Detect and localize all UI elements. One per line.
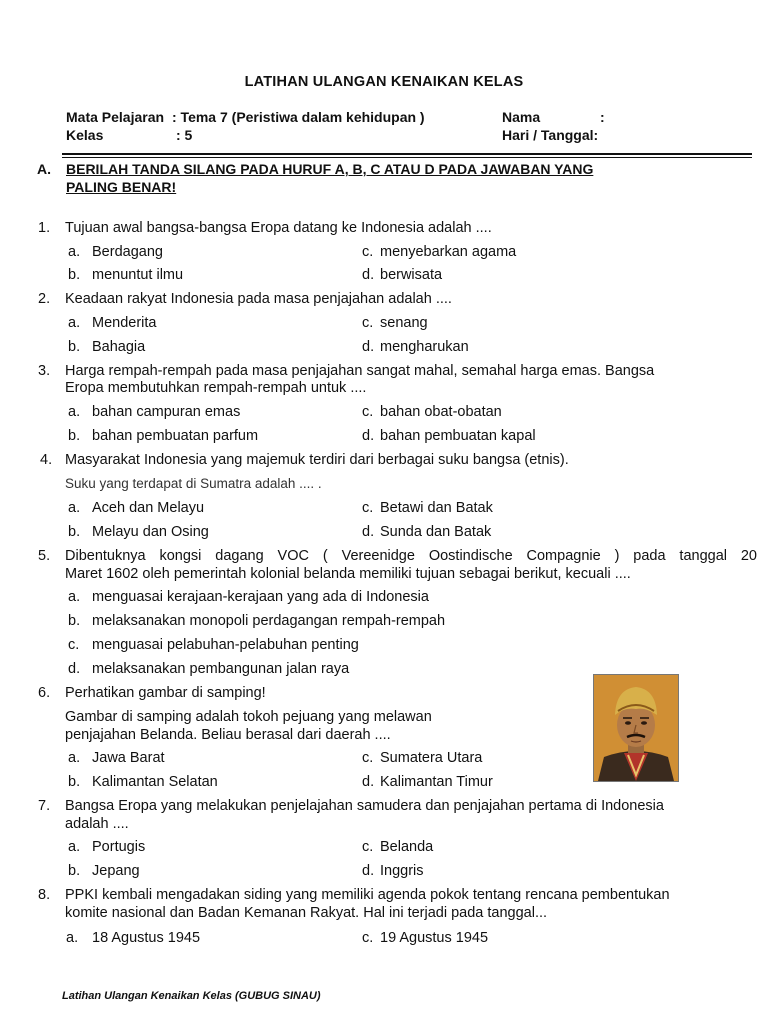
option-text: bahan pembuatan parfum: [92, 428, 259, 444]
question-text: Keadaan rakyat Indonesia pada masa penjajahan adalah ....: [65, 291, 452, 307]
option-letter: b.: [68, 863, 81, 879]
option-text: Kalimantan Timur: [380, 774, 493, 790]
header-divider-thick: [62, 153, 752, 155]
question-text: penjajahan Belanda. Beliau berasal dari daerah ....: [65, 727, 391, 743]
question-text: komite nasional dan Badan Kemanan Rakyat. Hal ini terjadi pada tanggal...: [65, 905, 548, 921]
option-letter: b.: [68, 267, 81, 283]
option-letter: c.: [362, 750, 374, 766]
option-text: Menderita: [92, 315, 157, 331]
option-text: bahan obat-obatan: [380, 404, 502, 420]
option-text: menguasai pelabuhan-pelabuhan penting: [92, 637, 359, 653]
option-text: Betawi dan Batak: [380, 500, 493, 516]
option-letter: c.: [362, 244, 374, 260]
question-text: adalah ....: [65, 816, 129, 832]
option-text: berwisata: [380, 267, 443, 283]
question-number: 2.: [38, 291, 51, 307]
option-letter: a.: [68, 404, 81, 420]
option-text: melaksanakan monopoli perdagangan rempah-rempah: [92, 613, 446, 629]
option-text: menuntut ilmu: [92, 267, 184, 283]
class-value: : 5: [176, 127, 193, 143]
option-text: melaksanakan pembangunan jalan raya: [92, 661, 350, 677]
section-instruction-line1: BERILAH TANDA SILANG PADA HURUF A, B, C ATAU D PADA JAWABAN YANG: [66, 161, 594, 177]
option-text: Aceh dan Melayu: [92, 500, 205, 516]
option-letter: b.: [68, 613, 81, 629]
option-letter: a.: [68, 315, 81, 331]
option-text: Sunda dan Batak: [380, 524, 492, 540]
question-number: 4.: [40, 452, 53, 468]
section-instruction-line2: PALING BENAR!: [66, 179, 177, 195]
section-letter: A.: [37, 161, 51, 177]
name-value: :: [600, 109, 605, 125]
option-letter: d.: [362, 428, 375, 444]
option-text: Belanda: [380, 839, 434, 855]
option-text: mengharukan: [380, 339, 469, 355]
question-text: Harga rempah-rempah pada masa penjajahan sangat mahal, semahal harga emas. Bangsa: [65, 363, 655, 379]
option-letter: b.: [68, 428, 81, 444]
option-letter: c.: [362, 404, 374, 420]
option-letter: d.: [362, 524, 375, 540]
question-number: 3.: [38, 363, 51, 379]
option-letter: c.: [362, 315, 374, 331]
question-number: 6.: [38, 685, 51, 701]
option-text: Kalimantan Selatan: [92, 774, 218, 790]
option-text: menguasai kerajaan-kerajaan yang ada di Indonesia: [92, 589, 429, 605]
question-text: Eropa membutuhkan rempah-rempah untuk ....: [65, 380, 367, 396]
option-text: Bahagia: [92, 339, 146, 355]
option-letter: b.: [68, 524, 81, 540]
option-text: Sumatera Utara: [380, 750, 483, 766]
question-text: PPKI kembali mengadakan siding yang memiliki agenda pokok tentang rencana pembentukan: [65, 887, 670, 903]
option-text: menyebarkan agama: [380, 244, 517, 260]
question-text: Bangsa Eropa yang melakukan penjelajahan samudera dan penjajahan pertama di Indonesia: [65, 798, 664, 814]
option-letter: b.: [68, 774, 81, 790]
option-text: Portugis: [92, 839, 146, 855]
option-letter: a.: [68, 750, 81, 766]
class-label: Kelas: [66, 127, 104, 143]
option-letter: d.: [362, 267, 375, 283]
option-letter: c.: [362, 839, 374, 855]
option-letter: d.: [362, 863, 375, 879]
portrait-illustration: [594, 675, 678, 781]
option-letter: d.: [68, 661, 81, 677]
option-letter: d.: [362, 339, 375, 355]
date-label: Hari / Tanggal:: [502, 127, 599, 143]
subject-value: : Tema 7 (Peristiwa dalam kehidupan ): [172, 109, 425, 125]
question-number: 5.: [38, 548, 51, 564]
page-title: LATIHAN ULANGAN KENAIKAN KELAS: [244, 74, 524, 90]
option-letter: c.: [362, 500, 374, 516]
option-text: senang: [380, 315, 428, 331]
option-text: Inggris: [380, 863, 424, 879]
option-letter: a.: [68, 589, 81, 605]
option-letter: b.: [68, 339, 81, 355]
option-text: Berdagang: [92, 244, 163, 260]
option-text: bahan campuran emas: [92, 404, 241, 420]
question-text: Maret 1602 oleh pemerintah kolonial belanda memiliki tujuan sebagai berikut, kecuali ....: [65, 566, 631, 582]
subject-label: Mata Pelajaran: [66, 109, 165, 125]
question-text: Tujuan awal bangsa-bangsa Eropa datang ke Indonesia adalah ....: [65, 220, 492, 236]
question-text: Suku yang terdapat di Sumatra adalah .... .: [65, 476, 322, 491]
question-number: 1.: [38, 220, 51, 236]
question-text: Gambar di samping adalah tokoh pejuang yang melawan: [65, 709, 432, 725]
option-text: Jawa Barat: [92, 750, 165, 766]
option-text: 19 Agustus 1945: [380, 930, 489, 946]
header-divider-thin: [62, 157, 752, 158]
name-label: Nama: [502, 109, 541, 125]
option-text: 18 Agustus 1945: [92, 930, 201, 946]
question-text: Masyarakat Indonesia yang majemuk terdiri dari berbagai suku bangsa (etnis).: [65, 452, 569, 468]
option-text: Jepang: [92, 863, 140, 879]
option-text: bahan pembuatan kapal: [380, 428, 536, 444]
question-text: Dibentuknya kongsi dagang VOC ( Vereenidge Oostindische Compagnie ) pada tanggal 20: [65, 548, 757, 564]
option-letter: d.: [362, 774, 375, 790]
option-text: Melayu dan Osing: [92, 524, 209, 540]
option-letter: a.: [68, 244, 81, 260]
question-number: 7.: [38, 798, 51, 814]
page-footer: Latihan Ulangan Kenaikan Kelas (GUBUG SINAU): [62, 990, 321, 1002]
option-letter: a.: [68, 500, 81, 516]
question-text: Perhatikan gambar di samping!: [65, 685, 266, 701]
option-letter: c.: [68, 637, 80, 653]
option-letter: a.: [68, 839, 81, 855]
question-number: 8.: [38, 887, 51, 903]
option-letter: a.: [66, 930, 79, 946]
option-letter: c.: [362, 930, 374, 946]
hero-portrait-image: [593, 674, 679, 782]
